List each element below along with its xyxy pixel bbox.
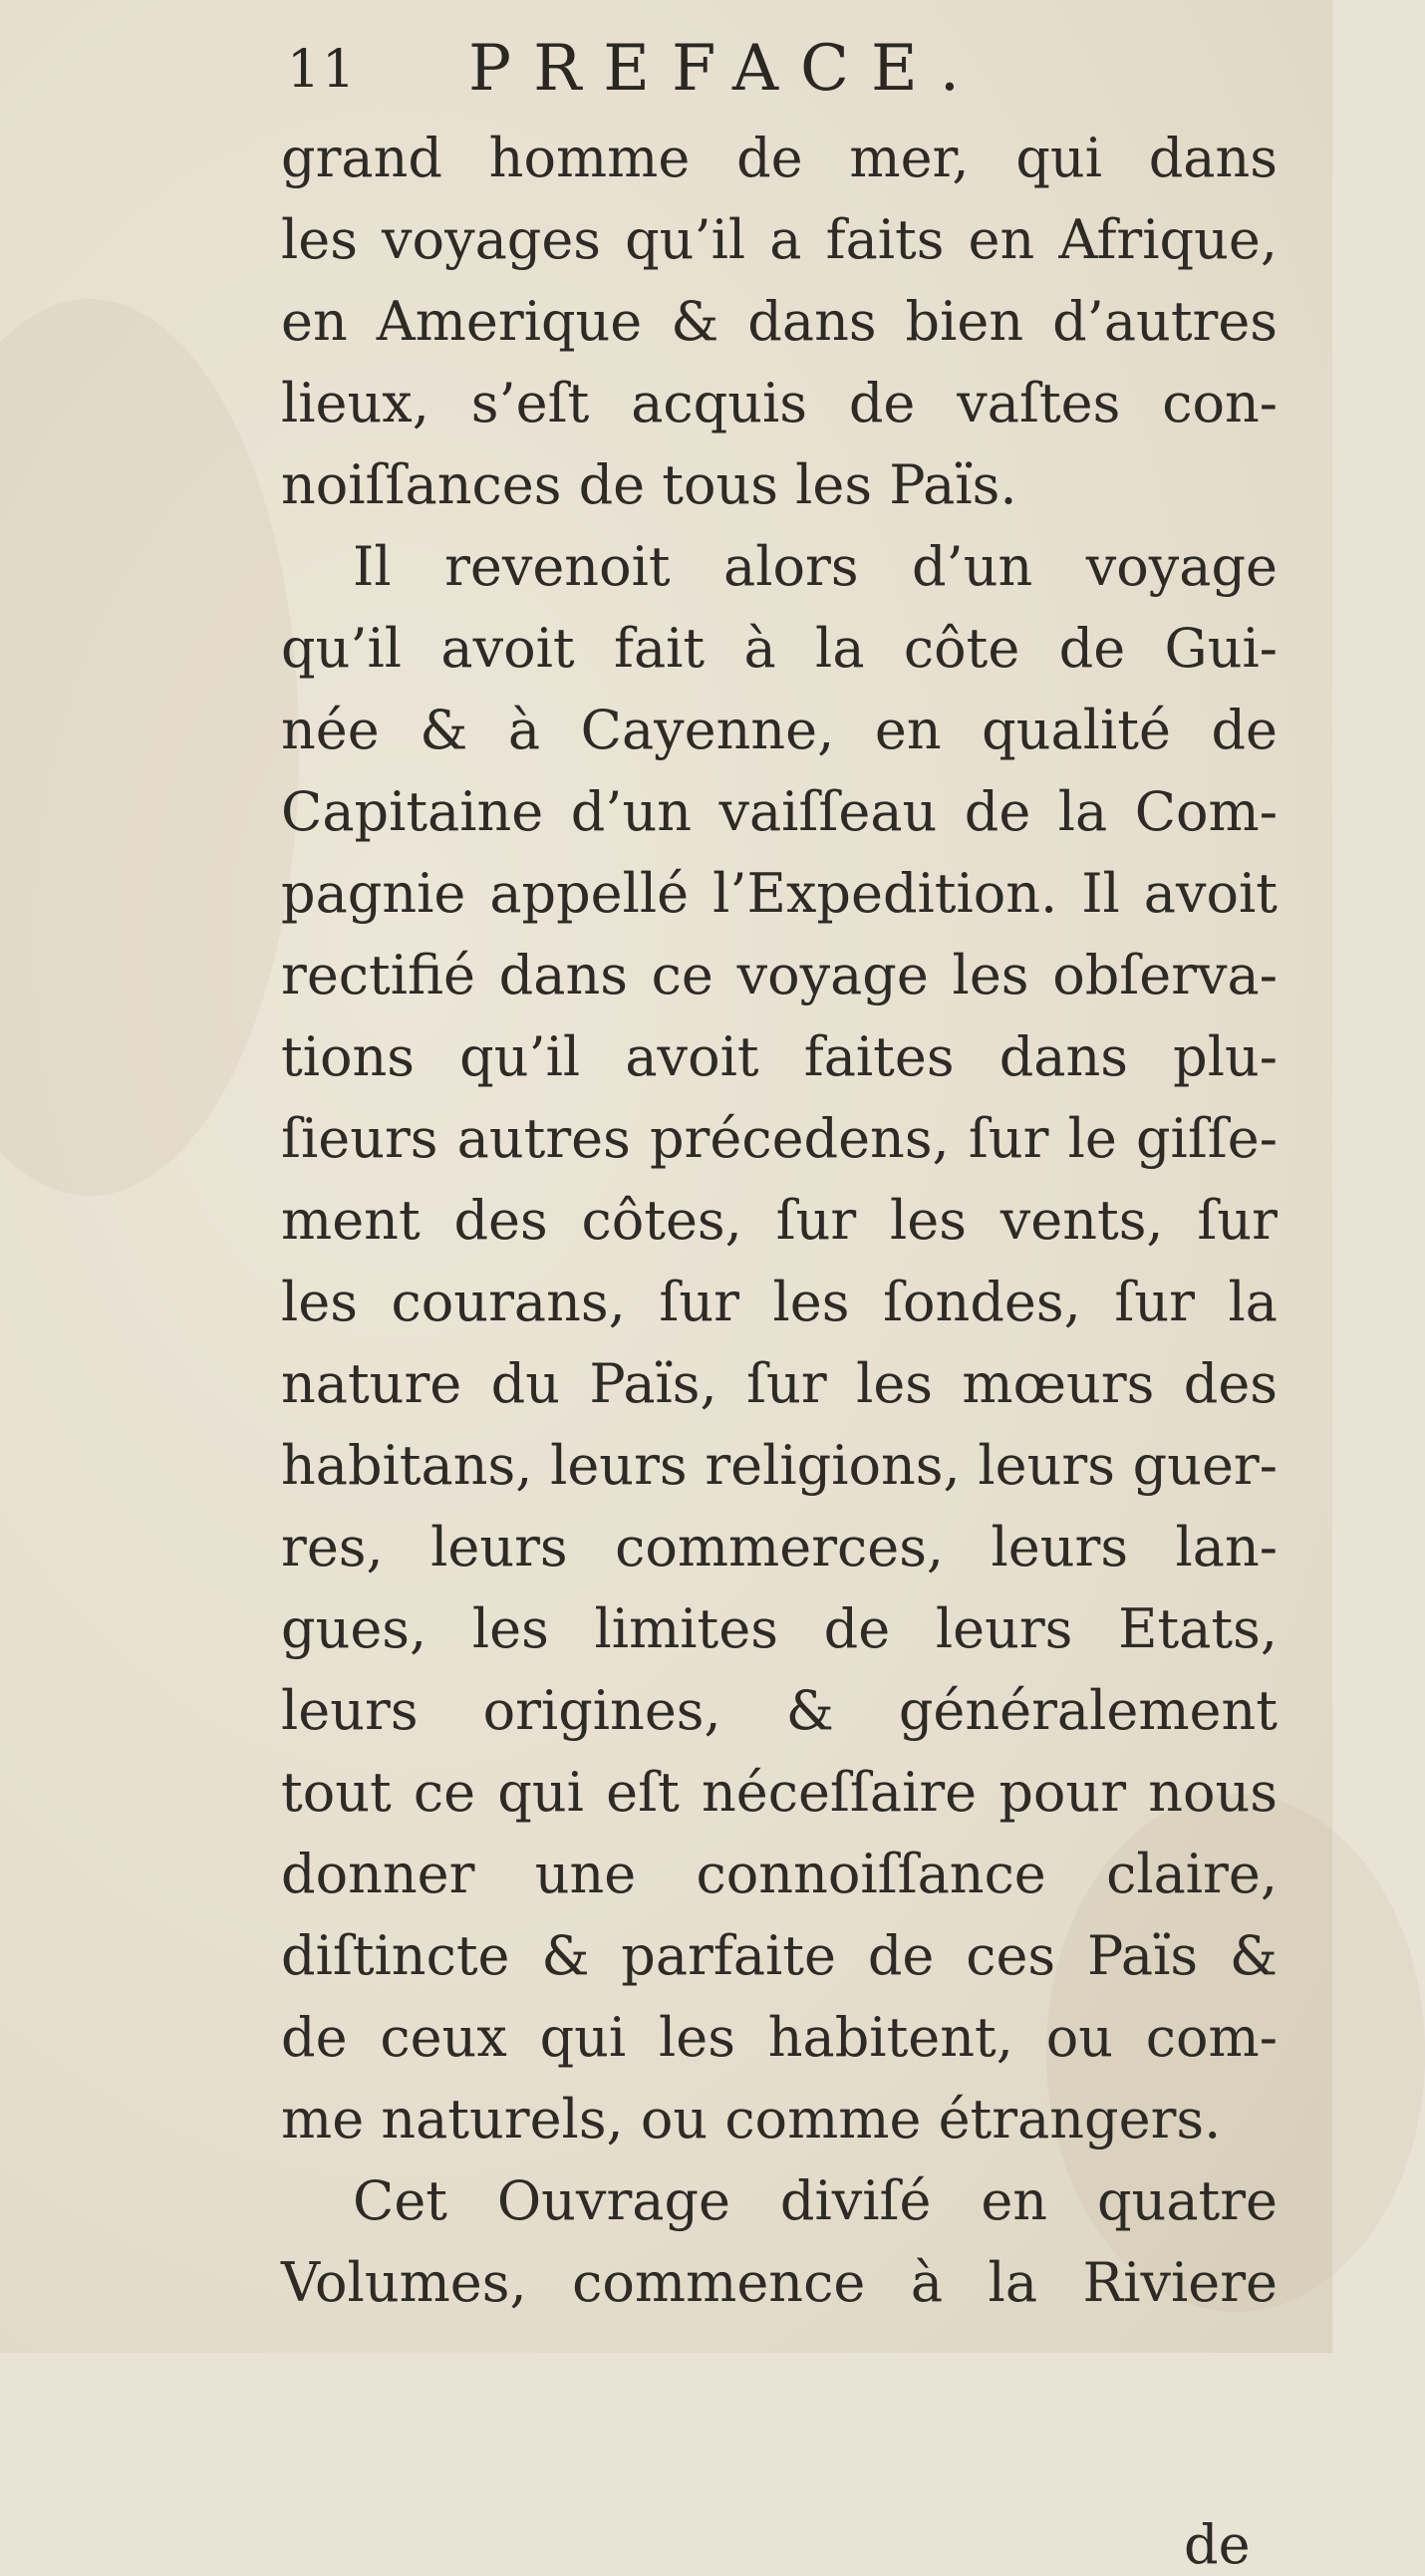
paper-stain bbox=[0, 299, 299, 1196]
catchword: de bbox=[1184, 2513, 1251, 2576]
text-line: Capitaine d’un vaiſſeau de la Com- bbox=[281, 780, 1278, 843]
text-line: Il revenoit alors d’un voyage bbox=[353, 535, 1278, 598]
text-line: gues, les limites de leurs Etats, bbox=[281, 1597, 1278, 1660]
text-line: grand homme de mer, qui dans bbox=[281, 127, 1278, 189]
text-line: tout ce qui eſt néceſſaire pour nous bbox=[281, 1761, 1278, 1824]
text-line: de ceux qui les habitent, ou com- bbox=[281, 2006, 1278, 2069]
text-line: ment des côtes, ſur les vents, ſur bbox=[281, 1189, 1278, 1252]
text-line: diſtincte & parfaite de ces Païs & bbox=[281, 1924, 1278, 1987]
body-text bbox=[281, 118, 1278, 2324]
page-number: 11 bbox=[287, 40, 358, 100]
text-line: les voyages qu’il a faits en Afrique, bbox=[281, 208, 1278, 271]
text-line: res, leurs commerces, leurs lan- bbox=[281, 1516, 1278, 1578]
text-line: tions qu’il avoit faites dans plu- bbox=[281, 1025, 1278, 1088]
text-line: donner une connoiſſance claire, bbox=[281, 1843, 1278, 1905]
running-title: PREFACE. bbox=[468, 32, 983, 106]
text-line: lieux, s’eſt acquis de vaſtes con- bbox=[281, 372, 1278, 434]
text-line: les courans, ſur les ſondes, ſur la bbox=[281, 1271, 1278, 1333]
text-line: rectifié dans ce voyage les obſerva- bbox=[281, 944, 1278, 1006]
text-line: ſieurs autres précedens, ſur le giſſe- bbox=[281, 1107, 1278, 1170]
page-header bbox=[287, 32, 1084, 112]
text-line: leurs origines, & généralement bbox=[281, 1679, 1278, 1742]
text-line: Volumes, commence à la Riviere bbox=[281, 2251, 1278, 2314]
text-line: en Amerique & dans bien d’autres bbox=[281, 290, 1278, 353]
text-line: habitans, leurs religions, leurs guer- bbox=[281, 1434, 1278, 1497]
text-line: pagnie appellé l’Expedition. Il avoit bbox=[281, 862, 1278, 925]
text-line: qu’il avoit fait à la côte de Gui- bbox=[281, 617, 1278, 680]
text-line: noiſſances de tous les Païs. bbox=[281, 453, 1017, 516]
text-line: née & à Cayenne, en qualité de bbox=[281, 699, 1278, 761]
text-line: nature du Païs, ſur les mœurs des bbox=[281, 1352, 1278, 1415]
text-line: me naturels, ou comme étrangers. bbox=[281, 2088, 1222, 2150]
text-line: Cet Ouvrage diviſé en quatre bbox=[353, 2169, 1278, 2232]
